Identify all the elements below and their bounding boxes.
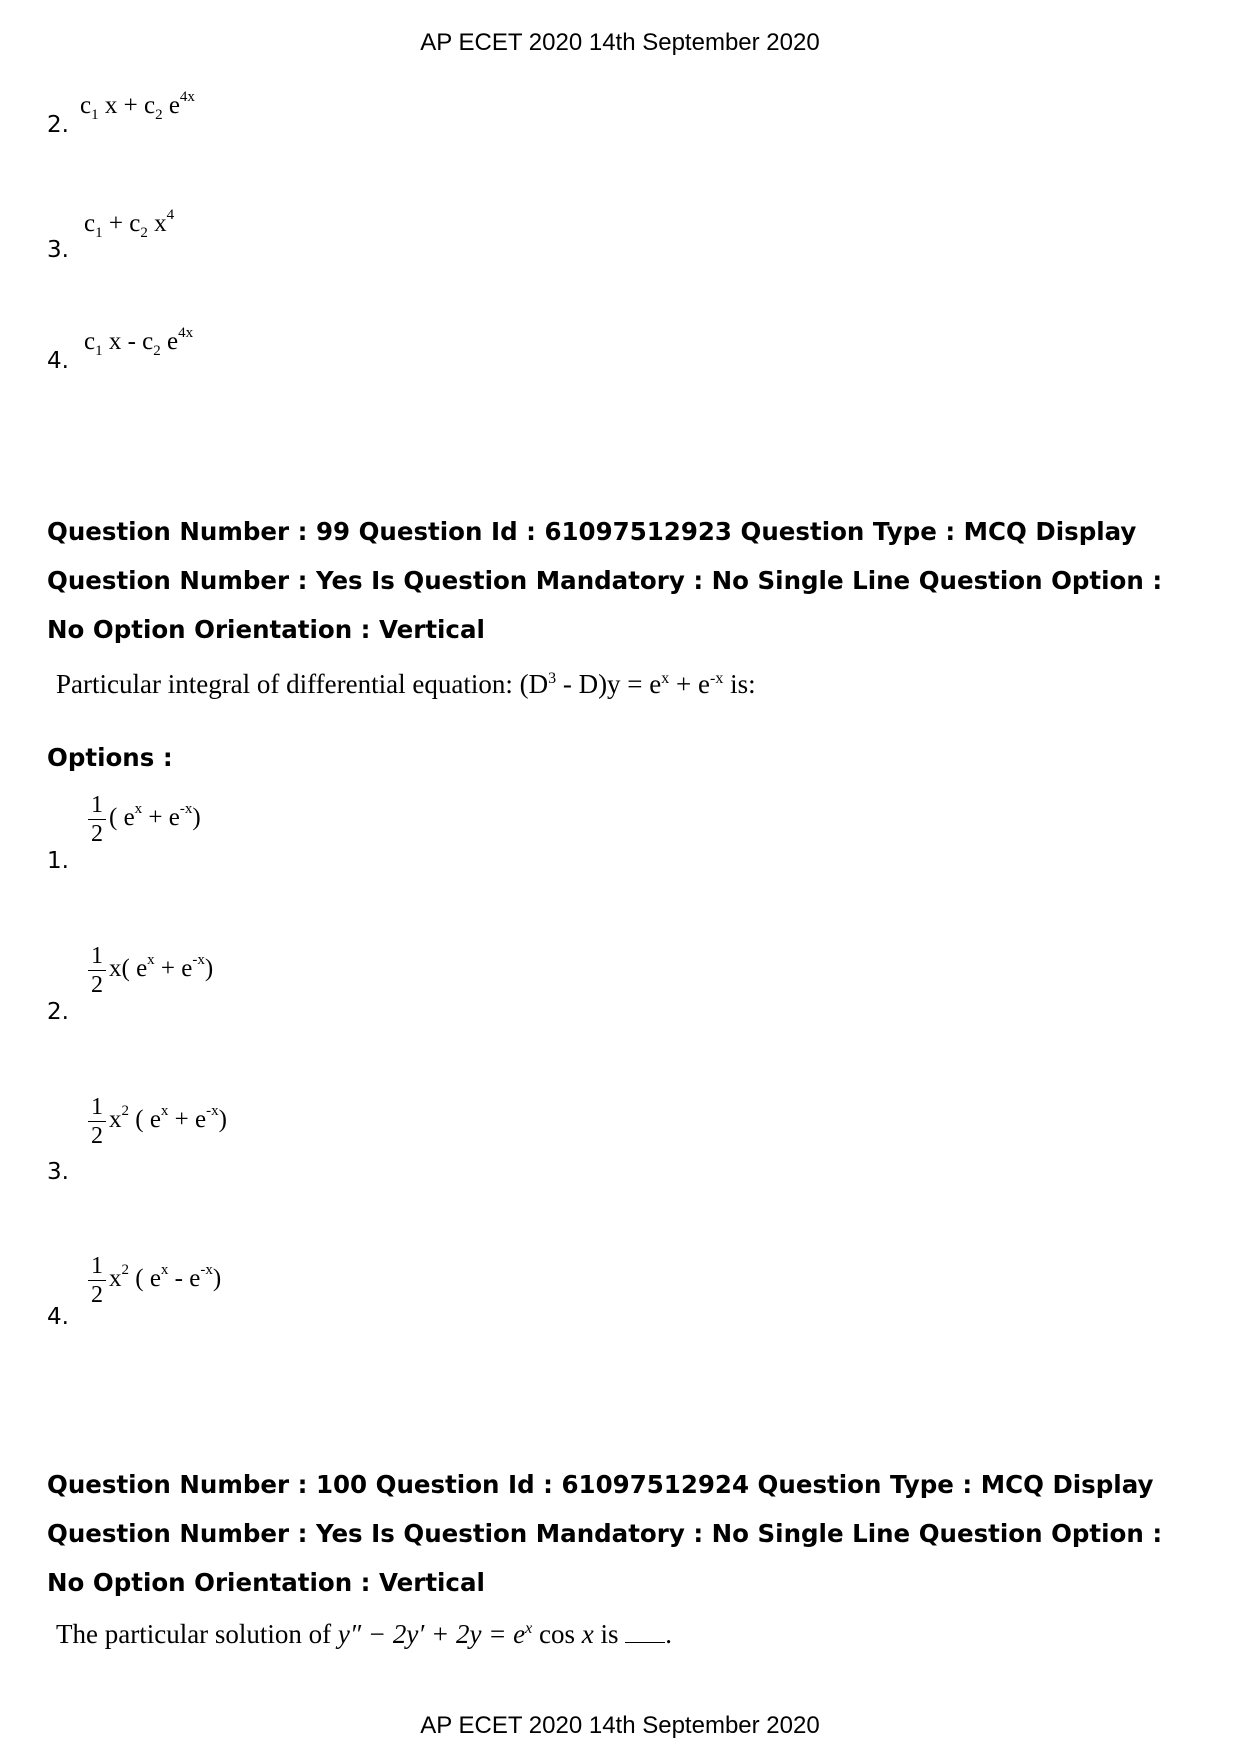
option-formula: $c_1 + c_2$ $x^4$ [84,206,175,241]
answer-blank [625,1642,665,1643]
option-number: 3. [47,237,69,263]
option-number: 2. [47,112,69,138]
question-text-prefix: Particular integral of differential equation: (D [56,669,549,699]
option-number: 3. [47,1159,69,1185]
option-formula: $c_1$ $x + c_2$ $e^{4x}$ [80,88,195,123]
question-text: The particular solution of $y'' - 2y' + 2y = e^x$ cos x is . [56,1619,673,1649]
option-formula: $c_1$ x - $c_2$ $e^{4x}$ [84,324,194,359]
page-header: AP ECET 2020 14th September 2020 [420,29,820,56]
options-label: Options : [47,743,173,772]
option-number: 1. [47,848,69,874]
question-text-prefix: The particular solution of [56,1619,332,1649]
option-formula: $\frac{1}{2}$ $x^2$ ( $e^x + e^{-x}$) [88,1095,227,1148]
question-text-suffix: is: [730,669,756,699]
question-text: Particular integral of differential equation: $(D^3 - D)y = e^x + e^{-x}$ is: [56,669,756,699]
question-text-suffix: is [600,1619,619,1649]
option-number: 2. [47,999,69,1025]
option-number: 4. [47,348,69,374]
question-meta: Question Number : 100 Question Id : 61097512924 Question Type : MCQ Display Question Number : Yes Is Question Mandatory : No Single Line Question Option : No Option Orientation : Vertical [47,1470,1163,1597]
option-number: 4. [47,1304,69,1330]
option-formula: $\frac{1}{2}$ $x^2$ ( $e^x - e^{-x}$) [88,1254,221,1307]
option-formula: $\frac{1}{2}$ x( $e^x + e^{-x}$) [88,944,213,997]
option-formula: $\frac{1}{2}$ ( $e^x + e^{-x}$) [88,793,201,846]
page-footer: AP ECET 2020 14th September 2020 [420,1712,820,1739]
question-meta: Question Number : 99 Question Id : 61097512923 Question Type : MCQ Display Question Number : Yes Is Question Mandatory : No Single Line Question Option : No Option Orientation : Vertical [47,517,1163,644]
